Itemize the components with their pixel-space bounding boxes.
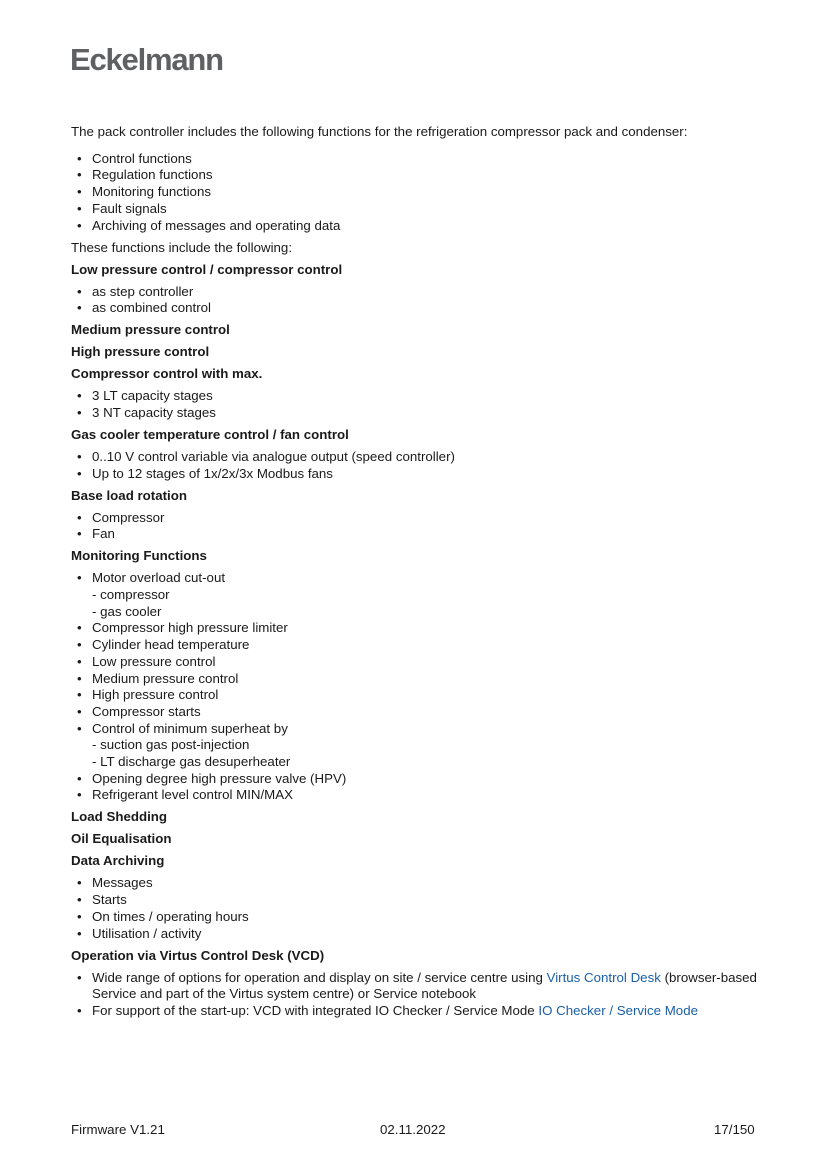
list-item [71, 405, 761, 422]
list-item-text: Control functions [92, 150, 192, 166]
bullet-icon: • [77, 150, 82, 166]
list-item-text-after: (browser-based Service and part of the Virtus system centre) or Service notebook [92, 969, 757, 1002]
list-item [71, 892, 761, 909]
list-item-text: Medium pressure control [92, 670, 239, 686]
list-item [71, 909, 761, 926]
section-heading: High pressure control [71, 344, 210, 360]
bullet-icon: • [77, 448, 82, 464]
section-heading: Base load rotation [71, 487, 187, 503]
list-item [71, 526, 761, 543]
bullet-icon: • [77, 770, 82, 786]
bullet-list [71, 284, 761, 317]
list-item-text: 0..10 V control variable via analogue output (speed controller) [92, 448, 455, 464]
list-item [71, 184, 761, 201]
section-heading: Compressor control with max. [71, 366, 263, 382]
bullet-list [71, 510, 761, 543]
list-item [71, 620, 761, 637]
list-item-text: Control of minimum superheat by [92, 720, 288, 736]
bullet-icon: • [77, 200, 82, 216]
list-item [71, 151, 761, 168]
list-item-text: Compressor starts [92, 703, 201, 719]
list-item [71, 466, 761, 483]
list-item-text: Up to 12 stages of 1x/2x/3x Modbus fans [92, 465, 333, 481]
footer-firmware: Firmware V1.21 [71, 1122, 165, 1137]
list-item-text: Compressor [92, 509, 165, 525]
bullet-icon: • [77, 217, 82, 233]
list-item [71, 510, 761, 527]
section-heading: Oil Equalisation [71, 831, 172, 847]
list-item-text: 3 NT capacity stages [92, 404, 216, 420]
sub-item: - LT discharge gas desuperheater [92, 754, 291, 770]
section-heading: Operation via Virtus Control Desk (VCD) [71, 947, 325, 963]
list-item-text: Low pressure control [92, 653, 216, 669]
list-item-text: Compressor high pressure limiter [92, 620, 288, 636]
bullet-list [71, 151, 761, 235]
bullet-icon: • [77, 184, 82, 200]
bullet-icon: • [77, 703, 82, 719]
list-item-text: For support of the start-up: VCD with integrated IO Checker / Service Mode [92, 1002, 539, 1018]
eckelmann-logo: Eckelmann [70, 42, 223, 77]
bullet-list [71, 570, 761, 804]
list-item-text: Messages [92, 875, 153, 891]
list-item-text: Refrigerant level control MIN/MAX [92, 787, 293, 803]
list-item-text: Cylinder head temperature [92, 637, 250, 653]
bullet-icon: • [77, 720, 82, 736]
bullet-list [71, 449, 761, 482]
bullet-icon: • [77, 300, 82, 316]
list-item-text: Fault signals [92, 200, 167, 216]
document-body [71, 124, 761, 1025]
list-item [71, 926, 761, 943]
section-heading: Monitoring Functions [71, 548, 207, 564]
list-item-text: Archiving of messages and operating data [92, 217, 341, 233]
section-heading: Low pressure control / compressor control [71, 261, 343, 277]
list-item [71, 449, 761, 466]
list-item [71, 1003, 761, 1020]
list-item-text: Starts [92, 892, 127, 908]
link-virtus-control-desk[interactable]: Virtus Control Desk [546, 969, 661, 985]
list-item [71, 388, 761, 405]
footer-date: 02.11.2022 [380, 1122, 446, 1137]
bullet-icon: • [77, 1002, 82, 1018]
list-item [71, 637, 761, 654]
bullet-icon: • [77, 687, 82, 703]
list-item-text: as step controller [92, 283, 194, 299]
paragraph: These functions include the following: [71, 239, 293, 255]
bullet-icon: • [77, 167, 82, 183]
bullet-list [71, 970, 761, 1020]
list-item [71, 970, 761, 1003]
bullet-icon: • [77, 908, 82, 924]
list-item [71, 704, 761, 721]
bullet-icon: • [77, 670, 82, 686]
list-item-text: High pressure control [92, 687, 219, 703]
list-item [71, 654, 761, 671]
bullet-icon: • [77, 283, 82, 299]
bullet-list [71, 875, 761, 942]
list-item [71, 687, 761, 704]
bullet-icon: • [77, 653, 82, 669]
list-item [71, 300, 761, 317]
list-item [71, 671, 761, 688]
list-item-text: Regulation functions [92, 167, 213, 183]
sub-item: - gas cooler [92, 603, 162, 619]
list-item [71, 787, 761, 804]
list-item [71, 570, 761, 620]
section-heading: Medium pressure control [71, 322, 230, 338]
list-item [71, 721, 761, 771]
intro-paragraph: The pack controller includes the following functions for the refrigeration compressor pack and condenser: [71, 124, 688, 139]
list-item [71, 218, 761, 235]
list-item-text: Wide range of options for operation and display on site / service centre using [92, 969, 547, 985]
link-io-checker-service-mode[interactable]: IO Checker / Service Mode [538, 1002, 698, 1018]
section-heading: Load Shedding [71, 809, 168, 825]
section-heading: Data Archiving [71, 853, 165, 869]
list-item-text: Motor overload cut-out [92, 570, 226, 586]
bullet-icon: • [77, 892, 82, 908]
bullet-list [71, 388, 761, 421]
list-item [71, 167, 761, 184]
list-item [71, 771, 761, 788]
bullet-icon: • [77, 388, 82, 404]
bullet-icon: • [77, 787, 82, 803]
list-item-text: Monitoring functions [92, 184, 211, 200]
list-item-text: Fan [92, 526, 115, 542]
list-item-text: Opening degree high pressure valve (HPV) [92, 770, 347, 786]
bullet-icon: • [77, 526, 82, 542]
list-item [71, 875, 761, 892]
list-item-text: On times / operating hours [92, 908, 249, 924]
footer-page-number: 17/150 [714, 1122, 755, 1137]
list-item-text: Utilisation / activity [92, 925, 202, 941]
list-item [71, 284, 761, 301]
bullet-icon: • [77, 404, 82, 420]
list-item-text: as combined control [92, 300, 211, 316]
sub-item: - compressor [92, 587, 170, 603]
bullet-icon: • [77, 875, 82, 891]
section-heading: Gas cooler temperature control / fan control [71, 426, 349, 442]
bullet-icon: • [77, 620, 82, 636]
bullet-icon: • [77, 637, 82, 653]
list-item [71, 201, 761, 218]
bullet-icon: • [77, 509, 82, 525]
list-item-text: 3 LT capacity stages [92, 388, 213, 404]
bullet-icon: • [77, 570, 82, 586]
sub-item: - suction gas post-injection [92, 737, 250, 753]
bullet-icon: • [77, 925, 82, 941]
bullet-icon: • [77, 969, 82, 985]
bullet-icon: • [77, 465, 82, 481]
